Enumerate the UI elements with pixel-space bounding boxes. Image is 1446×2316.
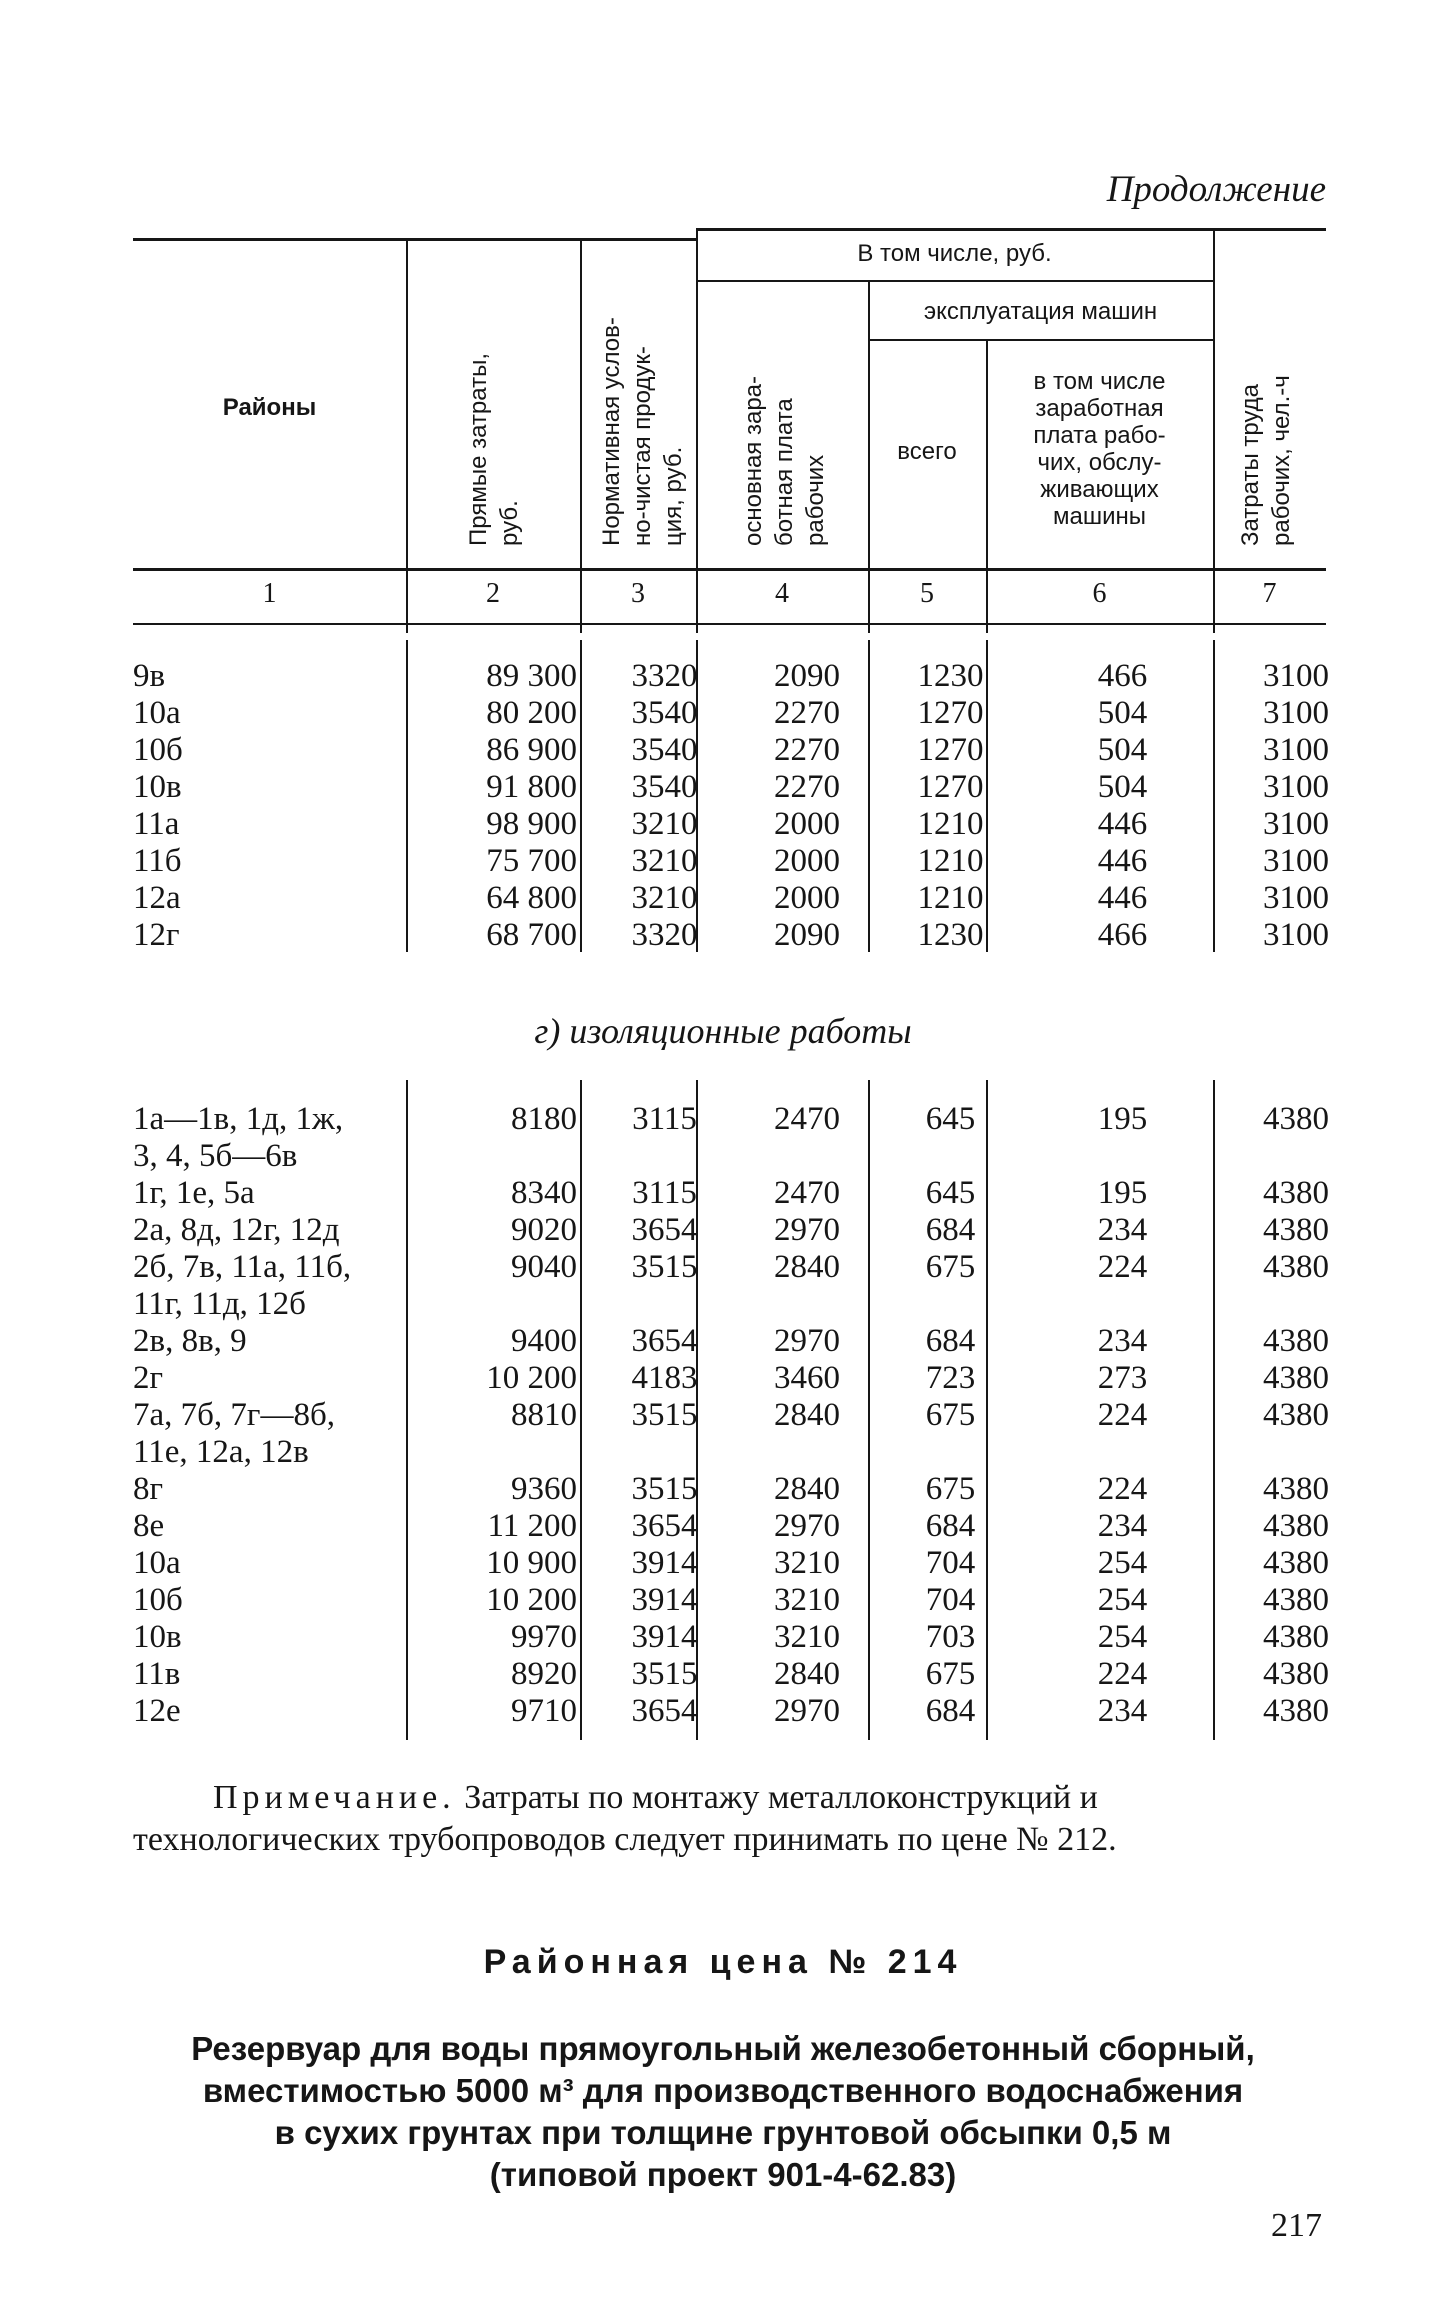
header-direct-costs-l1: Прямые затраты, [465, 353, 492, 546]
value-cell: 4380 [1263, 1323, 1329, 1359]
data-table-block1 [133, 658, 1356, 954]
header-normative-l1: Нормативная услов- [598, 317, 625, 546]
value-cell: 3100 [1263, 769, 1329, 805]
value-cell: 10 200 [486, 1582, 577, 1618]
value-cell: 684 [925, 1508, 976, 1544]
header-rule-numbers [133, 568, 1326, 571]
value-cell [892, 1286, 1009, 1323]
district-cell: 12а [133, 880, 181, 916]
value-cell: 504 [1097, 695, 1148, 731]
value-cell: 2470 [774, 1101, 840, 1137]
header-incl-wage-line: живающих [1040, 476, 1159, 503]
value-cell: 2090 [774, 917, 840, 953]
header-base-wage-l3: рабочих [802, 454, 829, 546]
value-cell: 9970 [511, 1619, 577, 1655]
header-labor-l1: Затраты труда [1237, 383, 1264, 546]
value-cell: 3540 [631, 732, 698, 768]
value-cell: 1210 [917, 880, 984, 916]
header-rule-including [696, 280, 1213, 282]
value-cell: 2840 [774, 1656, 840, 1692]
district-cell: 2б, 7в, 11а, 11б, [133, 1249, 352, 1285]
district-cell: 10б [133, 1582, 183, 1618]
table-row [133, 1323, 1356, 1360]
value-cell: 4380 [1263, 1545, 1329, 1581]
value-cell [607, 1434, 722, 1471]
value-cell: 4380 [1263, 1101, 1329, 1137]
header-top-rule-right [696, 228, 1326, 231]
value-cell: 3210 [774, 1619, 840, 1655]
value-cell: 675 [925, 1471, 976, 1507]
price-title [100, 2028, 1346, 2196]
district-cell: 3, 4, 5б—6в [133, 1138, 298, 1174]
table-row [133, 732, 1356, 769]
value-cell: 2000 [774, 806, 840, 842]
value-cell: 3210 [774, 1582, 840, 1618]
value-cell: 3540 [631, 695, 698, 731]
value-cell: 3115 [632, 1101, 697, 1137]
value-cell [1009, 1286, 1236, 1323]
value-cell: 80 200 [486, 695, 577, 731]
value-cell: 3100 [1263, 880, 1329, 916]
value-cell: 1210 [917, 806, 984, 842]
table-row [133, 1286, 1356, 1323]
table-row [133, 1397, 1356, 1434]
value-cell [405, 1286, 607, 1323]
value-cell: 684 [925, 1323, 976, 1359]
value-cell: 675 [925, 1249, 976, 1285]
value-cell: 3914 [631, 1619, 698, 1655]
col-number-1: 1 [262, 578, 277, 609]
table-row [133, 1693, 1356, 1730]
value-cell [722, 1286, 892, 1323]
value-cell: 9400 [511, 1323, 577, 1359]
value-cell: 8180 [511, 1101, 577, 1137]
value-cell: 195 [1097, 1175, 1148, 1211]
value-cell: 645 [925, 1175, 976, 1211]
value-cell: 224 [1097, 1249, 1148, 1285]
header-normative-l3: ция, руб. [660, 446, 687, 546]
value-cell: 3100 [1263, 695, 1329, 731]
district-cell: 11в [133, 1656, 181, 1692]
value-cell: 4380 [1263, 1619, 1329, 1655]
value-cell: 2840 [774, 1249, 840, 1285]
value-cell: 4380 [1263, 1656, 1329, 1692]
note [133, 1777, 1326, 1861]
value-cell: 4380 [1263, 1360, 1329, 1396]
value-cell: 1230 [917, 917, 984, 953]
value-cell: 10 900 [486, 1545, 577, 1581]
section-title: г) изоляционные работы [534, 1011, 912, 1051]
header-machine-operation: эксплуатация машин [923, 298, 1158, 325]
value-cell: 91 800 [486, 769, 577, 805]
value-cell: 2970 [774, 1693, 840, 1729]
value-cell: 723 [925, 1360, 976, 1396]
col-number-6: 6 [1092, 578, 1107, 609]
header-incl-wage-line: в том числе [1033, 368, 1166, 395]
district-cell: 10в [133, 1619, 182, 1655]
value-cell: 2000 [774, 880, 840, 916]
district-cell: 12е [133, 1693, 181, 1729]
district-cell: 2в, 8в, 9 [133, 1323, 247, 1359]
value-cell: 3460 [774, 1360, 840, 1396]
value-cell: 3515 [631, 1656, 698, 1692]
value-cell [1236, 1434, 1356, 1471]
value-cell: 3100 [1263, 843, 1329, 879]
page-number: 217 [1271, 2207, 1322, 2244]
header-normative-l2: но-чистая продук- [629, 346, 656, 546]
value-cell: 234 [1097, 1693, 1148, 1729]
value-cell: 466 [1097, 917, 1148, 953]
table-row [133, 806, 1356, 843]
value-cell: 3115 [632, 1175, 697, 1211]
header-including: В том числе, руб. [857, 240, 1052, 267]
value-cell [1236, 1138, 1356, 1175]
value-cell: 9360 [511, 1471, 577, 1507]
district-cell: 10б [133, 732, 183, 768]
header-districts: Районы [222, 394, 317, 421]
value-cell: 8810 [511, 1397, 577, 1433]
value-cell [405, 1138, 607, 1175]
value-cell: 704 [925, 1582, 976, 1618]
header-labor-l2: рабочих, чел.-ч [1268, 375, 1295, 546]
district-cell: 10а [133, 695, 181, 731]
note-text: Затраты по монтажу металлоконструкций и технологических трубопроводов следует принимать по цене № 212. [133, 1779, 1117, 1858]
table-row [133, 1360, 1356, 1397]
col-divider-6 [1213, 228, 1215, 633]
value-cell [607, 1138, 722, 1175]
value-cell: 234 [1097, 1212, 1148, 1248]
district-cell: 8г [133, 1471, 164, 1507]
value-cell: 3210 [631, 880, 698, 916]
table-row [133, 769, 1356, 806]
value-cell: 2970 [774, 1508, 840, 1544]
continuation-label: Продолжение [1106, 169, 1326, 210]
value-cell: 675 [925, 1397, 976, 1433]
value-cell [892, 1434, 1009, 1471]
value-cell: 3515 [631, 1471, 698, 1507]
value-cell: 3100 [1263, 658, 1329, 694]
col-divider-1 [406, 240, 408, 633]
value-cell: 3515 [631, 1249, 698, 1285]
data-table-block2 [133, 1101, 1356, 1730]
price-heading: Районная цена № 214 [483, 1943, 963, 1981]
value-cell: 3100 [1263, 732, 1329, 768]
value-cell: 2970 [774, 1323, 840, 1359]
value-cell: 2470 [774, 1175, 840, 1211]
header-rule-bottom [133, 623, 1326, 625]
district-cell: 1г, 1е, 5а [133, 1175, 255, 1211]
value-cell: 4380 [1263, 1397, 1329, 1433]
value-cell: 3320 [631, 658, 698, 694]
value-cell: 466 [1097, 658, 1148, 694]
value-cell: 4380 [1263, 1582, 1329, 1618]
header-base-wage-l2: ботная плата [771, 398, 798, 546]
header-incl-wage-line: заработная [1035, 395, 1164, 422]
header-base-wage-l1: основная зара- [740, 375, 767, 546]
header-direct-costs-l2: руб. [496, 500, 523, 546]
value-cell: 2840 [774, 1471, 840, 1507]
district-cell: 11г, 11д, 12б [133, 1286, 306, 1322]
value-cell: 9020 [511, 1212, 577, 1248]
value-cell [722, 1434, 892, 1471]
value-cell: 224 [1097, 1656, 1148, 1692]
table-row [133, 1508, 1356, 1545]
price-title-line-2: вместимостью 5000 м³ для производственного водоснабжения [202, 2072, 1244, 2109]
header-incl-wage [986, 368, 1213, 530]
value-cell: 446 [1097, 843, 1148, 879]
header-labor [1235, 375, 1297, 546]
value-cell: 68 700 [486, 917, 577, 953]
table-row [133, 1471, 1356, 1508]
value-cell [1009, 1138, 1236, 1175]
value-cell: 254 [1097, 1582, 1148, 1618]
table-row [133, 1138, 1356, 1175]
value-cell [405, 1434, 607, 1471]
value-cell [892, 1138, 1009, 1175]
value-cell: 3654 [631, 1508, 698, 1544]
table-row [133, 658, 1356, 695]
table-row [133, 1434, 1356, 1471]
header-total: всего [897, 438, 957, 465]
value-cell [607, 1286, 722, 1323]
col-number-3: 3 [631, 578, 645, 609]
value-cell: 3654 [631, 1212, 698, 1248]
district-cell: 12г [133, 917, 180, 953]
value-cell: 4380 [1263, 1212, 1329, 1248]
value-cell: 224 [1097, 1471, 1148, 1507]
district-cell: 2г [133, 1360, 164, 1396]
table-row [133, 880, 1356, 917]
district-cell: 7а, 7б, 7г—8б, [133, 1397, 336, 1433]
col-divider-2 [580, 240, 582, 633]
district-cell: 11е, 12а, 12в [133, 1434, 309, 1470]
price-title-line-4: (типовой проект 901-4-62.83) [489, 2156, 957, 2193]
value-cell: 684 [925, 1212, 976, 1248]
header-incl-wage-line: плата рабо- [1033, 422, 1166, 449]
value-cell: 1270 [917, 732, 984, 768]
value-cell: 2090 [774, 658, 840, 694]
value-cell: 504 [1097, 732, 1148, 768]
district-cell: 10в [133, 769, 182, 805]
table-row [133, 917, 1356, 954]
value-cell: 3914 [631, 1545, 698, 1581]
header-top-rule-left [133, 238, 696, 241]
value-cell: 9040 [511, 1249, 577, 1285]
district-cell: 9в [133, 658, 166, 694]
value-cell: 4380 [1263, 1175, 1329, 1211]
value-cell: 234 [1097, 1323, 1148, 1359]
header-incl-wage-line: чих, обслу- [1037, 449, 1162, 476]
table-row [133, 1619, 1356, 1656]
header-direct-costs [463, 353, 525, 546]
value-cell: 703 [925, 1619, 976, 1655]
header-base-wage [738, 376, 831, 546]
value-cell: 3540 [631, 769, 698, 805]
table-row [133, 1545, 1356, 1582]
district-cell: 1а—1в, 1д, 1ж, [133, 1101, 344, 1137]
value-cell: 446 [1097, 806, 1148, 842]
value-cell: 3914 [631, 1582, 698, 1618]
district-cell: 8е [133, 1508, 165, 1544]
value-cell: 504 [1097, 769, 1148, 805]
value-cell: 3100 [1263, 806, 1329, 842]
value-cell: 254 [1097, 1545, 1148, 1581]
value-cell: 4380 [1263, 1471, 1329, 1507]
value-cell: 2840 [774, 1397, 840, 1433]
value-cell: 9710 [511, 1693, 577, 1729]
value-cell [1009, 1434, 1236, 1471]
value-cell: 3210 [774, 1545, 840, 1581]
value-cell: 195 [1097, 1101, 1148, 1137]
value-cell: 4380 [1263, 1249, 1329, 1285]
value-cell: 86 900 [486, 732, 577, 768]
value-cell: 11 200 [487, 1508, 577, 1544]
header-incl-wage-line: машины [1052, 503, 1146, 530]
value-cell: 64 800 [486, 880, 577, 916]
table-row [133, 1582, 1356, 1619]
header-rule-machines [868, 339, 1213, 341]
col-number-4: 4 [775, 578, 789, 609]
table-row [133, 695, 1356, 732]
value-cell: 4380 [1263, 1508, 1329, 1544]
value-cell: 4380 [1263, 1693, 1329, 1729]
header-normative-product [596, 317, 689, 546]
value-cell: 1210 [917, 843, 984, 879]
table-header [133, 228, 1326, 633]
value-cell: 98 900 [486, 806, 577, 842]
table-row [133, 1249, 1356, 1286]
value-cell [722, 1138, 892, 1175]
value-cell: 704 [925, 1545, 976, 1581]
table-row [133, 1212, 1356, 1249]
value-cell: 254 [1097, 1619, 1148, 1655]
value-cell: 89 300 [486, 658, 577, 694]
table-row [133, 1101, 1356, 1138]
value-cell: 224 [1097, 1397, 1148, 1433]
value-cell: 2000 [774, 843, 840, 879]
value-cell: 3654 [631, 1693, 698, 1729]
price-title-line-3: в сухих грунтах при толщине грунтовой обсыпки 0,5 м [274, 2114, 1172, 2151]
value-cell: 675 [925, 1656, 976, 1692]
value-cell: 3320 [631, 917, 698, 953]
value-cell: 75 700 [486, 843, 577, 879]
price-title-line-1: Резервуар для воды прямоугольный железобетонный сборный, [191, 2030, 1255, 2067]
value-cell: 3100 [1263, 917, 1329, 953]
value-cell: 3515 [631, 1397, 698, 1433]
value-cell: 273 [1097, 1360, 1148, 1396]
value-cell: 684 [925, 1693, 976, 1729]
col-number-7: 7 [1262, 578, 1277, 609]
col-divider-3 [696, 228, 698, 633]
district-cell: 10а [133, 1545, 181, 1581]
value-cell: 1270 [917, 769, 984, 805]
value-cell: 1270 [917, 695, 984, 731]
value-cell [1236, 1286, 1356, 1323]
district-cell: 2а, 8д, 12г, 12д [133, 1212, 340, 1248]
table-row [133, 843, 1356, 880]
value-cell: 3654 [631, 1323, 698, 1359]
value-cell: 1230 [917, 658, 984, 694]
note-label: Примечание. [213, 1779, 456, 1816]
value-cell: 10 200 [486, 1360, 577, 1396]
value-cell: 2970 [774, 1212, 840, 1248]
value-cell: 645 [925, 1101, 976, 1137]
value-cell: 3210 [631, 806, 698, 842]
col-number-2: 2 [486, 578, 500, 609]
value-cell: 2270 [774, 732, 840, 768]
table-row [133, 1656, 1356, 1693]
value-cell: 2270 [774, 695, 840, 731]
value-cell: 8340 [511, 1175, 577, 1211]
district-cell: 11б [133, 843, 182, 879]
district-cell: 11а [133, 806, 180, 842]
value-cell: 2270 [774, 769, 840, 805]
col-number-5: 5 [920, 578, 934, 609]
value-cell: 4183 [631, 1360, 698, 1396]
value-cell: 8920 [511, 1656, 577, 1692]
value-cell: 234 [1097, 1508, 1148, 1544]
value-cell: 3210 [631, 843, 698, 879]
value-cell: 446 [1097, 880, 1148, 916]
table-row [133, 1175, 1356, 1212]
